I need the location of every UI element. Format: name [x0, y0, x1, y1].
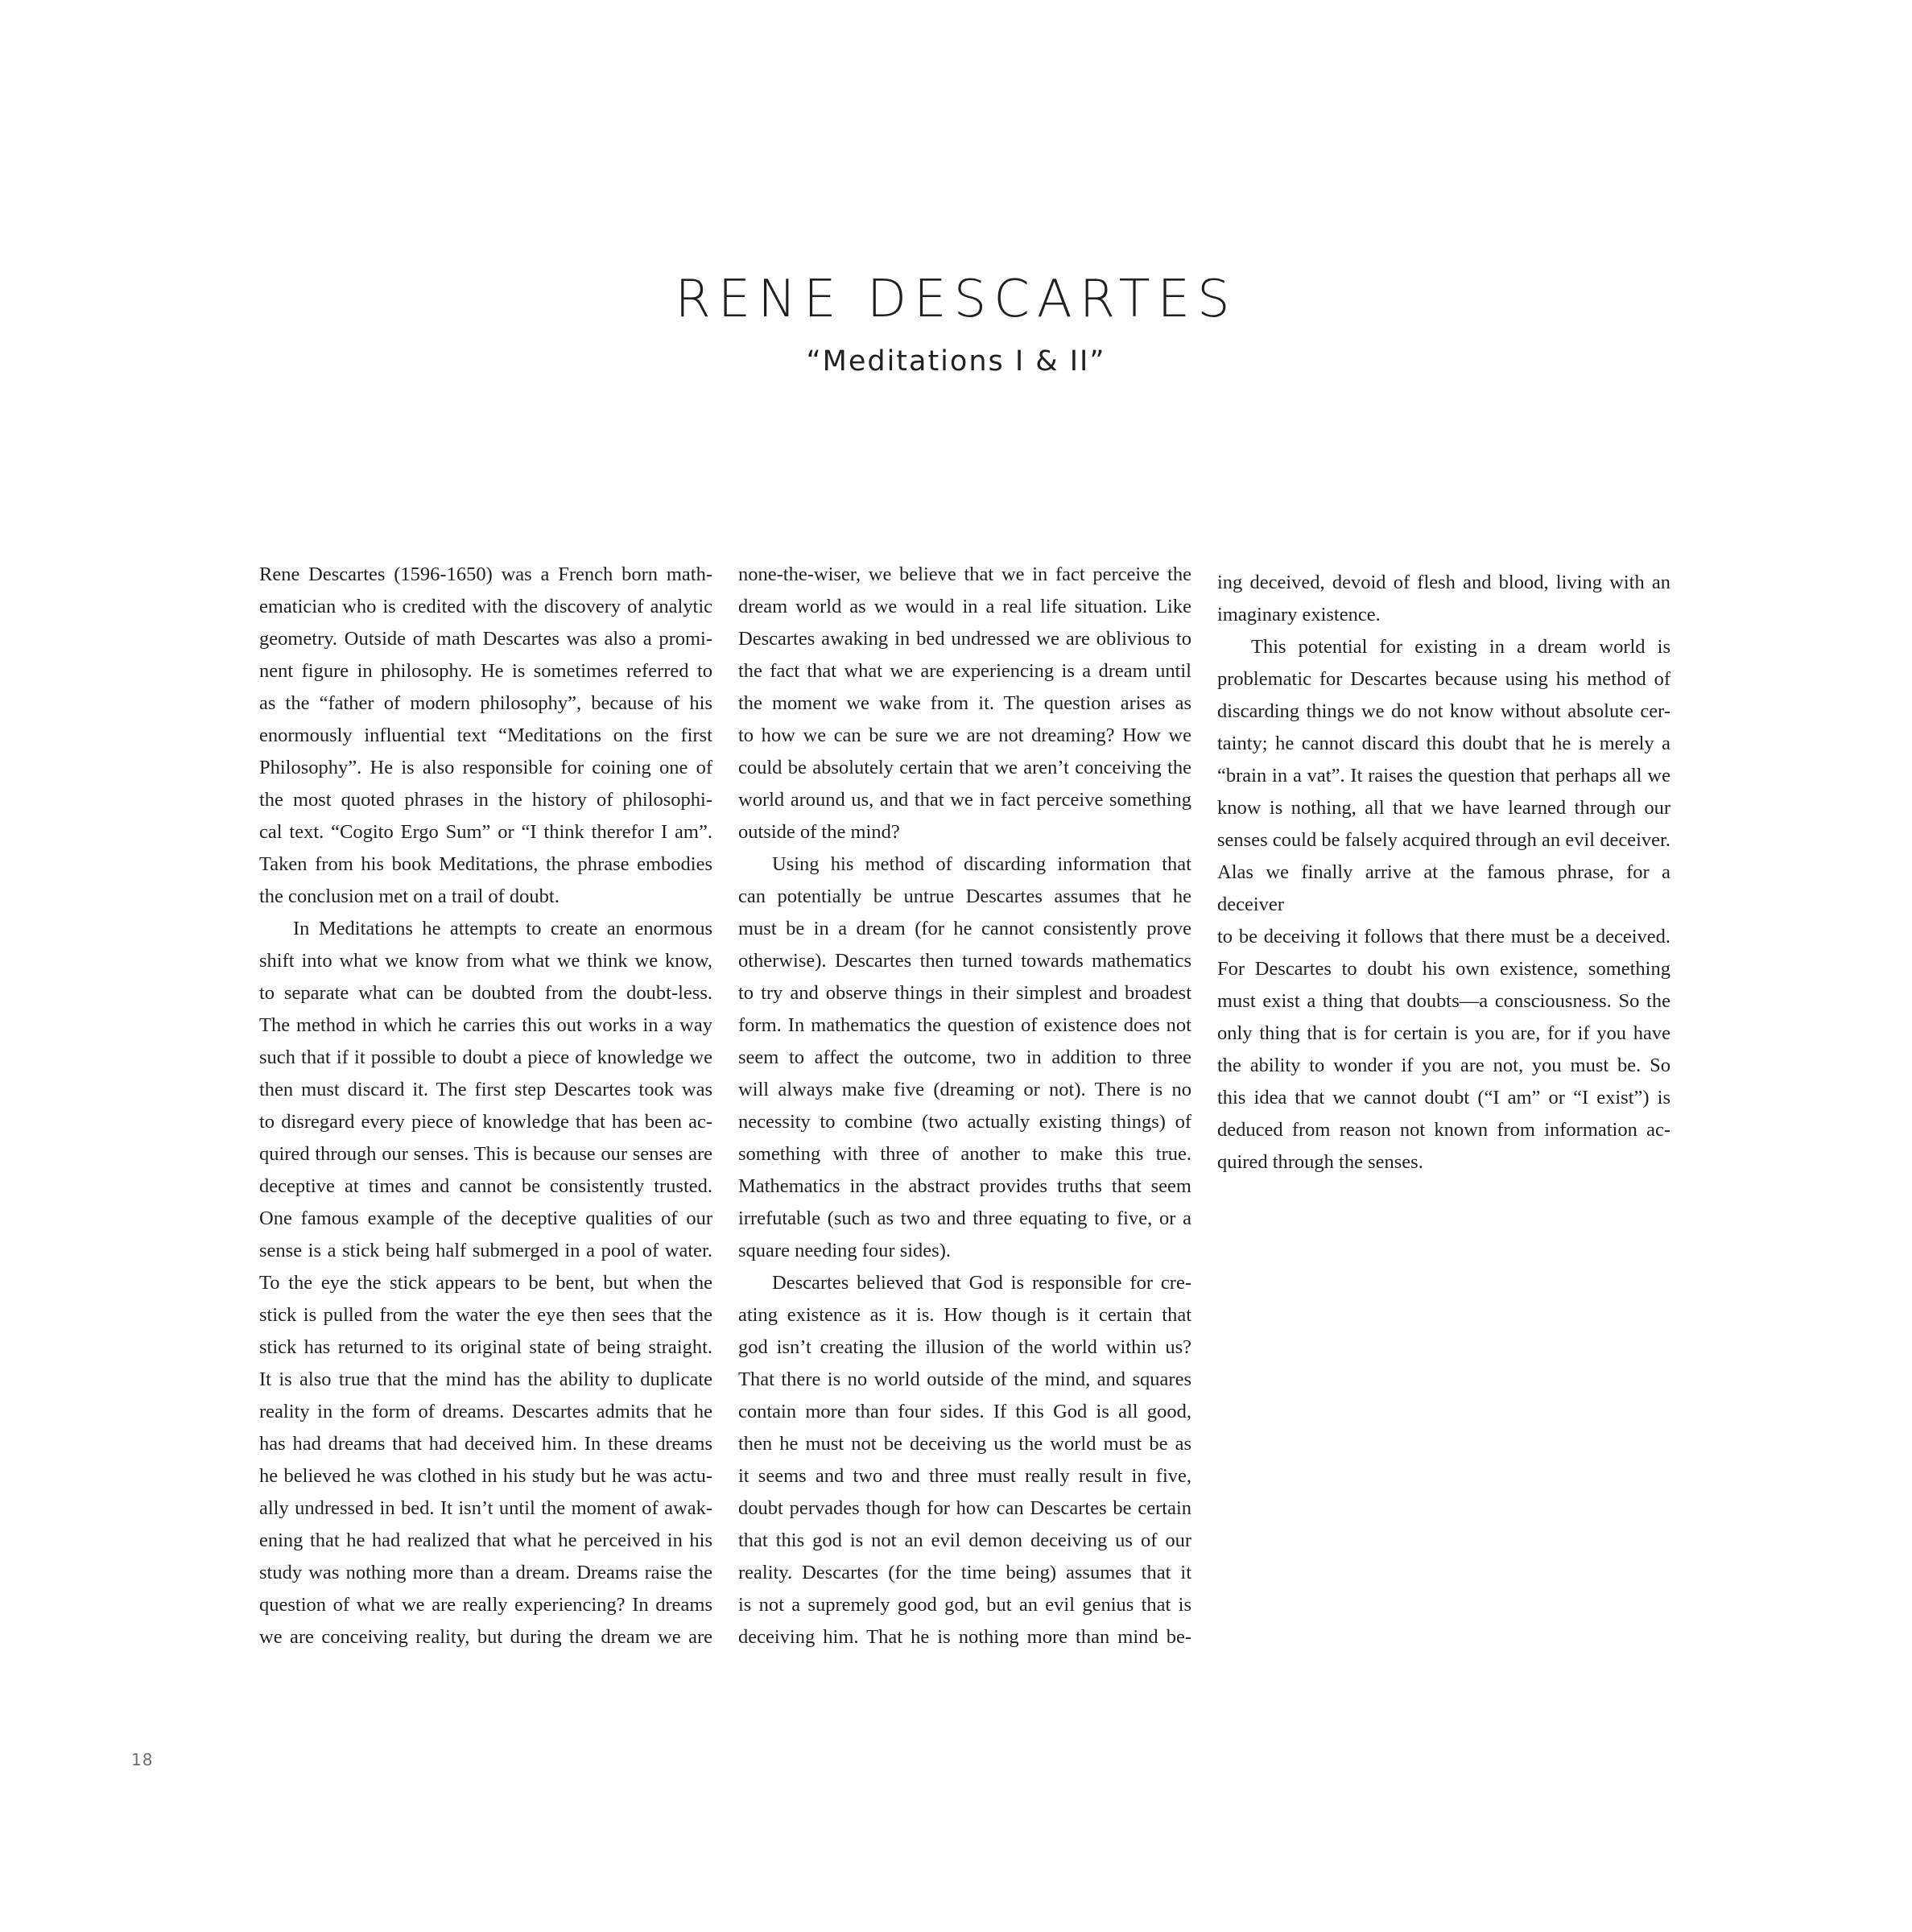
- text-line: Using his method of discarding information that: [772, 853, 1191, 875]
- text-line: then must discard it. The first step Descartes took was: [259, 1079, 712, 1100]
- text-line: Descartes awaking in bed undressed we are oblivious to: [738, 628, 1191, 650]
- text-line: ally undressed in bed. It isn’t until the moment of awak-: [259, 1497, 712, 1519]
- text-line: “brain in a vat”. It raises the question that perhaps all we: [1217, 765, 1670, 786]
- text-line: to be deceiving it follows that there must be a deceived.: [1217, 926, 1670, 947]
- text-line: reality. Descartes (for the time being) assumes that it: [738, 1562, 1191, 1583]
- text-line: this idea that we cannot doubt (“I am” or “I exist”) is: [1217, 1087, 1670, 1108]
- text-line: to how we can be sure we are not dreaming? How we: [738, 724, 1191, 746]
- text-line: necessity to combine (two actually existing things) of: [738, 1111, 1191, 1133]
- text-line: deduced from reason not known from information ac-: [1217, 1119, 1670, 1141]
- text-line: the moment we wake from it. The question arises as: [738, 692, 1191, 714]
- text-column-1: [259, 559, 712, 1653]
- text-line: outside of the mind?: [738, 821, 900, 843]
- text-line: senses could be falsely acquired through an evil deceiver.: [1217, 829, 1670, 851]
- text-line: the most quoted phrases in the history of philosophi-: [259, 789, 712, 811]
- text-line: to disregard every piece of knowledge that has been ac-: [259, 1111, 712, 1133]
- page-subtitle: “Meditations I & II”: [806, 345, 1106, 378]
- text-line: ating existence as it is. How though is it certain that: [738, 1304, 1191, 1326]
- text-line: shift into what we know from what we think we know,: [259, 950, 712, 972]
- text-line: Philosophy”. He is also responsible for coining one of: [259, 757, 712, 778]
- text-line: can potentially be untrue Descartes assumes that he: [738, 886, 1191, 907]
- text-line: Alas we finally arrive at the famous phrase, for a deceiver: [1217, 861, 1670, 915]
- text-line: otherwise). Descartes then turned towards mathematics: [738, 950, 1191, 972]
- text-line: discarding things we do not know without absolute cer-: [1217, 700, 1670, 722]
- text-line: deceptive at times and cannot be consistently trusted.: [259, 1175, 712, 1197]
- text-line: geometry. Outside of math Descartes was also a promi-: [259, 628, 712, 650]
- text-line: must be in a dream (for he cannot consistently prove: [738, 918, 1191, 939]
- text-line: Mathematics in the abstract provides truths that seem: [738, 1175, 1191, 1197]
- text-line: to separate what can be doubted from the doubt-less.: [259, 982, 712, 1004]
- text-line: as the “father of modern philosophy”, because of his: [259, 692, 712, 714]
- text-line: Descartes believed that God is responsible for cre-: [772, 1272, 1191, 1294]
- text-line: sense is a stick being half submerged in a pool of water.: [259, 1240, 712, 1261]
- text-line: contain more than four sides. If this God is all good,: [738, 1401, 1191, 1422]
- text-line: god isn’t creating the illusion of the world within us?: [738, 1336, 1191, 1358]
- text-line: study was nothing more than a dream. Dreams raise the: [259, 1562, 712, 1583]
- text-line: ematician who is credited with the discovery of analytic: [259, 596, 712, 617]
- text-line: none-the-wiser, we believe that we in fact perceive the: [738, 564, 1191, 585]
- text-line: Rene Descartes (1596-1650) was a French born math-: [259, 564, 712, 585]
- text-line: deceiving him. That he is nothing more than mind be-: [738, 1626, 1191, 1648]
- text-line: to try and observe things in their simplest and broadest: [738, 982, 1191, 1004]
- text-line: he believed he was clothed in his study but he was actu-: [259, 1465, 712, 1487]
- text-line: One famous example of the deceptive qualities of our: [259, 1208, 712, 1229]
- text-line: must exist a thing that doubts—a consciousness. So the: [1217, 990, 1670, 1012]
- text-line: the fact that what we are experiencing is a dream until: [738, 660, 1191, 682]
- text-line: doubt pervades though for how can Descartes be certain: [738, 1497, 1191, 1519]
- text-line: then he must not be deceiving us the world must be as: [738, 1433, 1191, 1455]
- text-line: cal text. “Cogito Ergo Sum” or “I think therefor I am”.: [259, 821, 712, 843]
- text-line: stick has returned to its original state of being straight.: [259, 1336, 712, 1358]
- text-line: world around us, and that we in fact perceive something: [738, 789, 1191, 811]
- text-line: That there is no world outside of the mind, and squares: [738, 1368, 1191, 1390]
- text-line: such that if it possible to doubt a piece of knowledge we: [259, 1046, 712, 1068]
- text-line: quired through the senses.: [1217, 1151, 1423, 1173]
- page-title: RENE DESCARTES: [675, 270, 1237, 329]
- text-line: could be absolutely certain that we aren’t conceiving the: [738, 757, 1191, 778]
- text-line: nent figure in philosophy. He is sometimes referred to: [259, 660, 712, 682]
- text-line: it seems and two and three must really result in five,: [738, 1465, 1191, 1487]
- text-line: irrefutable (such as two and three equating to five, or a: [738, 1208, 1191, 1229]
- text-line: form. In mathematics the question of existence does not: [738, 1014, 1191, 1036]
- text-line: dream world as we would in a real life situation. Like: [738, 596, 1191, 617]
- text-line: the conclusion met on a trail of doubt.: [259, 886, 560, 907]
- text-line: This potential for existing in a dream world is: [1251, 636, 1670, 658]
- text-line: The method in which he carries this out works in a way: [259, 1014, 712, 1036]
- text-line: square needing four sides).: [738, 1240, 951, 1261]
- text-line: stick is pulled from the water the eye then sees that the: [259, 1304, 712, 1326]
- text-line: has had dreams that had deceived him. In these dreams: [259, 1433, 712, 1455]
- text-column-3: [1217, 567, 1670, 1179]
- text-line: is not a supremely good god, but an evil genius that is: [738, 1594, 1191, 1616]
- text-line: something with three of another to make this true.: [738, 1143, 1191, 1165]
- text-line: tainty; he cannot discard this doubt that he is merely a: [1217, 733, 1670, 754]
- text-line: imaginary existence.: [1217, 604, 1381, 625]
- text-line: will always make five (dreaming or not). There is no: [738, 1079, 1191, 1100]
- text-line: It is also true that the mind has the ability to duplicate: [259, 1368, 712, 1390]
- text-line: ening that he had realized that what he perceived in his: [259, 1530, 712, 1551]
- text-line: we are conceiving reality, but during the dream we are: [259, 1626, 712, 1648]
- text-line: that this god is not an evil demon deceiving us of our: [738, 1530, 1191, 1551]
- text-line: To the eye the stick appears to be bent, but when the: [259, 1272, 712, 1294]
- text-line: question of what we are really experiencing? In dreams: [259, 1594, 712, 1616]
- page-number: 18: [131, 1750, 154, 1769]
- text-line: seem to affect the outcome, two in addition to three: [738, 1046, 1191, 1068]
- text-line: ing deceived, devoid of flesh and blood, living with an: [1217, 572, 1670, 593]
- text-line: know is nothing, all that we have learned through our: [1217, 797, 1670, 819]
- text-line: For Descartes to doubt his own existence, something: [1217, 958, 1670, 980]
- text-line: Taken from his book Meditations, the phrase embodies: [259, 853, 712, 875]
- text-column-2: [738, 559, 1191, 1653]
- text-line: In Meditations he attempts to create an enormous: [293, 918, 712, 939]
- text-line: quired through our senses. This is because our senses are: [259, 1143, 712, 1165]
- text-line: reality in the form of dreams. Descartes admits that he: [259, 1401, 712, 1422]
- text-line: problematic for Descartes because using his method of: [1217, 668, 1670, 690]
- text-line: only thing that is for certain is you are, for if you have: [1217, 1022, 1670, 1044]
- text-line: the ability to wonder if you are not, you must be. So: [1217, 1055, 1670, 1076]
- text-line: enormously influential text “Meditations on the first: [259, 724, 712, 746]
